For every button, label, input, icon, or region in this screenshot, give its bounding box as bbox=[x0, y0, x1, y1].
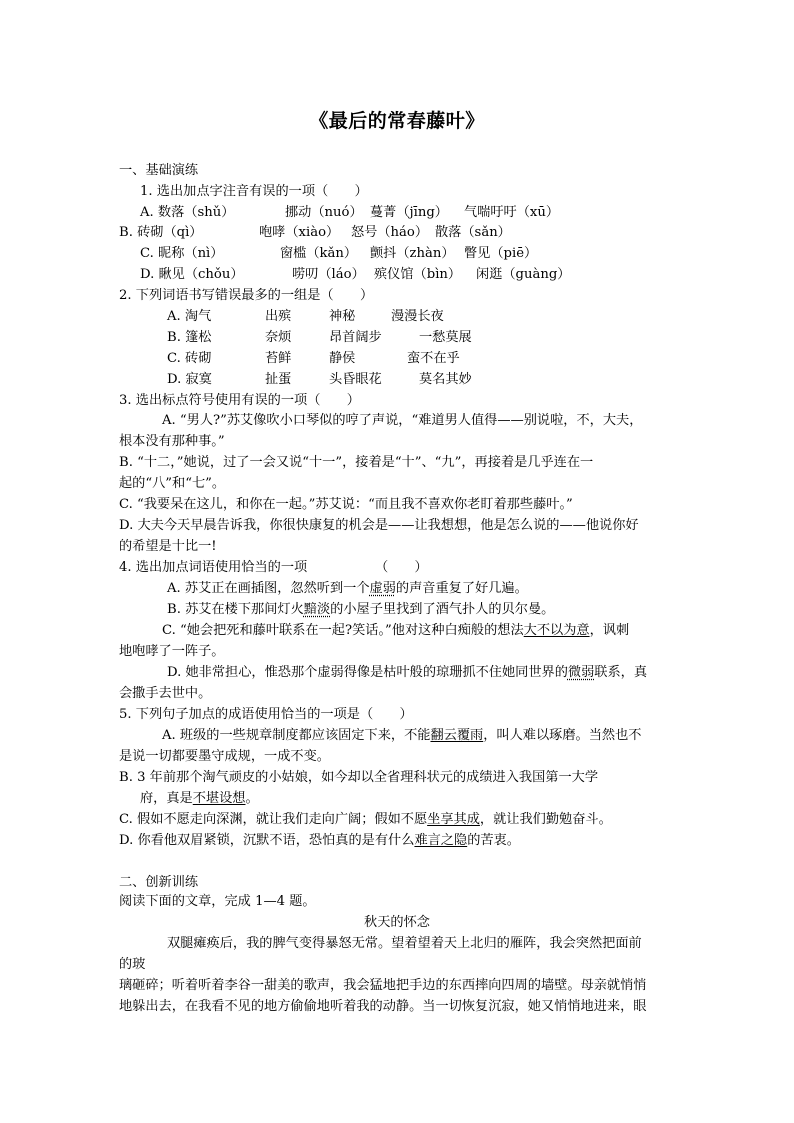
q5-c-text: C. 假如不愿走向深渊，就让我们走向广阔；假如不愿 bbox=[119, 812, 428, 827]
q2-a-item: 漫漫长夜 bbox=[391, 309, 444, 324]
q4-b-text: B. 苏艾在楼下那间灯火 bbox=[167, 602, 304, 617]
q1-a-item: 蔓菁（jīng） bbox=[370, 205, 448, 220]
q3-option-a-line2: 根本没有那种事。” bbox=[119, 434, 225, 449]
q2-option-d bbox=[167, 371, 472, 389]
q2-d-item: 莫名其妙 bbox=[419, 372, 472, 387]
q5-option-b-line2 bbox=[140, 790, 259, 808]
q3-option-c-line1: C. “我要呆在这儿，和你在一起。”苏艾说：“而且我不喜欢你老盯着那些藤叶。” bbox=[119, 497, 573, 512]
q4-c-text-end: ，讽刺 bbox=[589, 623, 630, 638]
q1-b-item: 咆哮（xiào） bbox=[259, 225, 340, 240]
q1-c-item: 颤抖（zhàn） bbox=[370, 246, 455, 261]
article-paragraph-line: 的玻 bbox=[119, 957, 146, 972]
q1-c-item: 窗槛（kǎn） bbox=[280, 246, 358, 261]
section2-intro: 阅读下面的文章，完成 1—4 题。 bbox=[119, 894, 316, 909]
q4-option-d-line2: 会撒手去世中。 bbox=[119, 686, 212, 701]
q4-b-marked-word: 黯淡 bbox=[303, 602, 331, 617]
q3-option-d-line1: D. 大夫今天早晨告诉我，你很快康复的机会是——让我想想，他是怎么说的——他说你好 bbox=[119, 518, 639, 533]
q5-stem: 5. 下列句子加点的成语使用恰当的一项是（ ） bbox=[119, 707, 413, 722]
q1-option-c bbox=[140, 245, 537, 263]
q1-d-item: 殡仪馆（bìn） bbox=[374, 267, 462, 282]
q2-d-item: 扯蛋 bbox=[265, 372, 292, 387]
q4-stem bbox=[119, 559, 428, 577]
q5-option-a-line2: 是说一切都要墨守成规，一成不变。 bbox=[119, 749, 330, 764]
q2-c-item: C. 砖砌 bbox=[167, 351, 212, 366]
q1-b-item: B. 砖砌（qì） bbox=[119, 225, 203, 240]
q4-stem-text: 4. 选出加点词语使用恰当的一项 bbox=[119, 560, 308, 575]
q2-c-item: 苔鲜 bbox=[265, 351, 292, 366]
article-title: 秋天的怀念 bbox=[364, 915, 430, 930]
q4-option-c-line2: 地咆哮了一阵子。 bbox=[119, 644, 225, 659]
q4-option-a bbox=[167, 580, 528, 598]
q2-c-item: 静侯 bbox=[329, 351, 356, 366]
q3-option-b-line2: 起的“八”和“七”。 bbox=[119, 476, 226, 491]
article-paragraph-line: 地躲出去，在我看不见的地方偷偷地听着我的动静。当一切恢复沉寂，她又悄悄地进来，眼 bbox=[119, 999, 647, 1014]
q2-a-item: A. 淘气 bbox=[167, 309, 212, 324]
q1-option-d bbox=[140, 266, 570, 284]
q2-option-a bbox=[167, 308, 444, 326]
q4-c-text: C. “她会把死和藤叶联系在一起?笑话。”他对这种白痴般的想法 bbox=[162, 623, 524, 638]
q4-option-d-line1 bbox=[167, 664, 647, 682]
q2-b-item: B. 篷松 bbox=[167, 330, 212, 345]
q2-b-item: 昂首阔步 bbox=[329, 330, 382, 345]
q4-d-marked-word: 微弱 bbox=[567, 665, 595, 680]
q1-a-item: A. 数落（shǔ） bbox=[140, 205, 235, 220]
q4-stem-blank: （ ） bbox=[375, 560, 428, 575]
q4-b-text-end: 的小屋子里找到了酒气扑人的贝尔曼。 bbox=[330, 602, 555, 617]
q1-d-item: 闲逛（guàng） bbox=[476, 267, 571, 282]
q4-a-text-end: 的声音重复了好几遍。 bbox=[395, 581, 528, 596]
q5-a-text: A. 班级的一些规章制度都应该固定下来，不能 bbox=[162, 728, 431, 743]
q2-d-item: 头昏眼花 bbox=[329, 372, 382, 387]
q2-option-b bbox=[167, 329, 472, 347]
section1-heading: 一、基础演练 bbox=[119, 163, 199, 178]
q2-a-item: 神秘 bbox=[329, 309, 356, 324]
article-paragraph-line: 双腿瘫痪后，我的脾气变得暴怒无常。望着望着天上北归的雁阵，我会突然把面前 bbox=[167, 936, 642, 951]
q5-option-d-line1 bbox=[119, 832, 520, 850]
q1-c-item: 瞥见（piē） bbox=[464, 246, 538, 261]
article-paragraph-line: 璃砸碎；听着听着李谷一甜美的歌声，我会猛地把手边的东西摔向四周的墙壁。母亲就悄悄 bbox=[119, 978, 647, 993]
q4-option-c-line1 bbox=[162, 622, 629, 640]
q4-a-marked-word: 虚弱 bbox=[369, 581, 396, 596]
q2-a-item: 出殡 bbox=[265, 309, 292, 324]
q2-d-item: D. 寂寞 bbox=[167, 372, 212, 387]
q5-a-text-end: ，叫人难以琢磨。当然也不 bbox=[483, 728, 642, 743]
document-title: 《最后的常春藤叶》 bbox=[309, 110, 485, 132]
q2-b-item: 奈烦 bbox=[265, 330, 292, 345]
q1-option-b bbox=[119, 224, 511, 242]
q1-stem: 1. 选出加点字注音有误的一项（ ） bbox=[140, 184, 368, 199]
q2-option-c bbox=[167, 350, 460, 368]
q2-c-item: 蛮不在乎 bbox=[407, 351, 460, 366]
q3-stem: 3. 选出标点符号使用有误的一项（ ） bbox=[119, 393, 360, 408]
q5-a-marked-idiom: 翻云覆雨 bbox=[430, 728, 484, 743]
q2-stem-text: 2. 下列词语书写错误最多的一组是（ ） bbox=[119, 288, 374, 303]
q4-c-marked-word: 大不以为意 bbox=[523, 623, 590, 638]
q5-c-text-end: ，就让我们勤勉奋斗。 bbox=[479, 812, 612, 827]
q4-a-text: A. 苏艾正在画插图，忽然听到一个 bbox=[167, 581, 370, 596]
q1-option-a bbox=[140, 204, 559, 222]
section2-heading: 二、创新训练 bbox=[119, 875, 199, 890]
q5-c-marked-idiom: 坐享其成 bbox=[427, 812, 480, 827]
q5-d-text-end: 的苦衷。 bbox=[467, 833, 520, 848]
q5-option-a-line1 bbox=[162, 727, 641, 745]
q1-d-item: 唠叨（láo） bbox=[292, 267, 365, 282]
q5-b-marked-idiom: 不堪设想 bbox=[192, 791, 246, 806]
q3-option-a-line1: A. “男人?”苏艾像吹小口琴似的哼了声说，“难道男人值得——别说啦，不，大夫， bbox=[162, 413, 643, 428]
q5-d-text: D. 你看他双眉紧锁，沉默不语，恐怕真的是有什么 bbox=[119, 833, 415, 848]
q3-option-d-line2: 的希望是十比一! bbox=[119, 539, 217, 554]
q5-option-b-line1: B. 3 年前那个淘气顽皮的小姑娘，如今却以全省理科状元的成绩进入我国第一大学 bbox=[119, 770, 599, 785]
q1-a-item: 气喘吁吁（xū） bbox=[464, 205, 560, 220]
q1-b-item: 散落（sǎn） bbox=[435, 225, 511, 240]
q1-a-item: 挪动（nuó） bbox=[285, 205, 363, 220]
q4-d-text-end: 联系，真 bbox=[594, 665, 648, 680]
q2-b-item: 一愁莫展 bbox=[419, 330, 472, 345]
q1-c-item: C. 昵称（nì） bbox=[140, 246, 224, 261]
q5-option-c-line1 bbox=[119, 811, 612, 829]
q5-b-text-end: 。 bbox=[245, 791, 259, 806]
q3-option-b-line1: B. “十二，”她说，过了一会又说“十一”，接着是“十”、“九”，再接着是几乎连在一 bbox=[119, 455, 594, 470]
q1-d-item: D. 瞅见（chǒu） bbox=[140, 267, 244, 282]
q4-option-b bbox=[167, 601, 554, 619]
q1-b-item: 怒号（háo） bbox=[351, 225, 429, 240]
q5-d-marked-idiom: 难言之隐 bbox=[414, 833, 468, 848]
q4-d-text: D. 她非常担心，惟恐那个虚弱得像是枯叶般的琼珊抓不住她同世界的 bbox=[167, 665, 568, 680]
q5-b-text: 府，真是 bbox=[140, 791, 193, 806]
